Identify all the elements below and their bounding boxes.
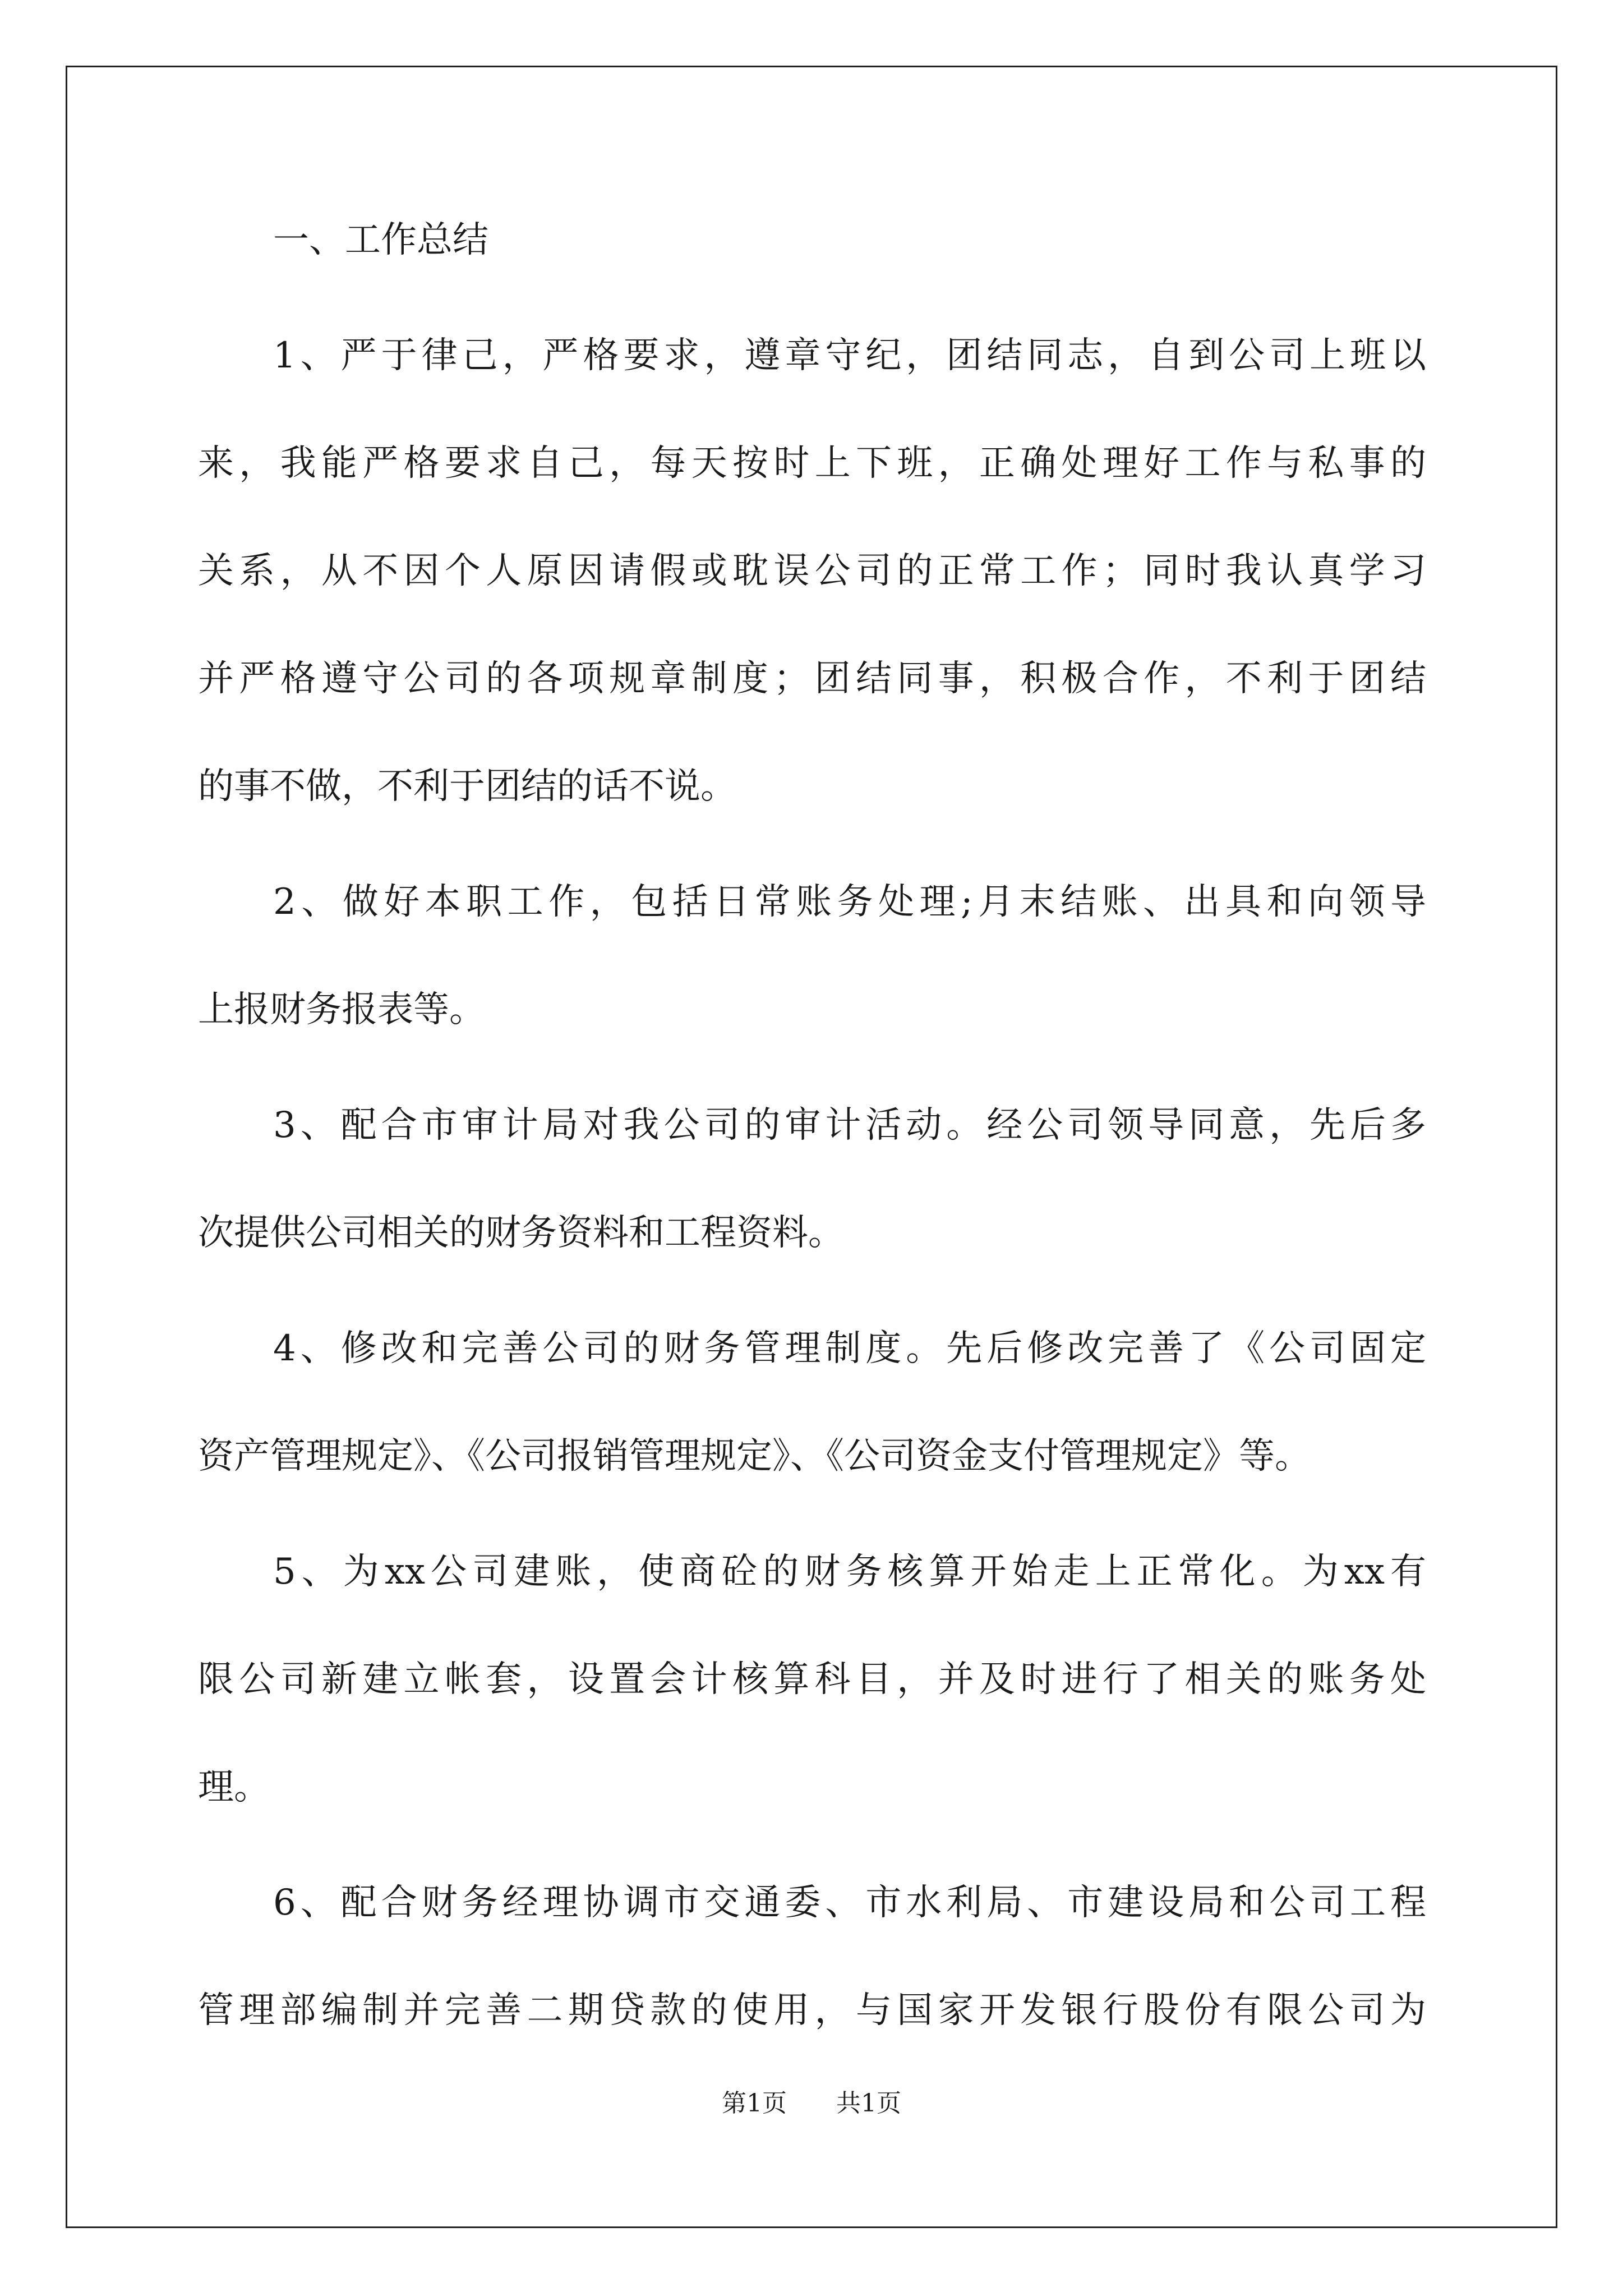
document-body — [198, 213, 1426, 2037]
paragraph-line: 上报财务报表等。 — [198, 989, 485, 1030]
paragraph-line: 3、配合市审计局对我公司的审计活动。经公司领导同意，先后多 — [273, 1105, 1426, 1146]
page-footer — [0, 2087, 1623, 2120]
paragraph-6 — [198, 1876, 1426, 2037]
page-number-current: 第1页 — [722, 2089, 787, 2118]
section-heading: 一、工作总结 — [273, 219, 488, 261]
paragraph-line: 次提供公司相关的财务资料和工程资料。 — [198, 1212, 844, 1254]
paragraph-4 — [198, 1322, 1426, 1483]
paragraph-line: 关系，从不因个人原因请假或耽误公司的正常工作；同时我认真学习 — [198, 550, 1426, 592]
paragraph-line: 2、做好本职工作，包括日常账务处理;月末结账、出具和向领导 — [273, 881, 1426, 923]
paragraph-line: 管理部编制并完善二期贷款的使用，与国家开发银行股份有限公司为 — [198, 1990, 1426, 2031]
paragraph-3 — [198, 1098, 1426, 1260]
paragraph-line: 6、配合财务经理协调市交通委、市水利局、市建设局和公司工程 — [273, 1882, 1426, 1924]
paragraph-1 — [198, 329, 1426, 813]
paragraph-5 — [198, 1545, 1426, 1814]
paragraph-line: 5、为xx公司建账，使商砼的财务核算开始走上正常化。为xx有 — [273, 1551, 1426, 1593]
paragraph-line: 限公司新建立帐套，设置会计核算科目，并及时进行了相关的账务处 — [198, 1659, 1426, 1700]
page-number-total: 共1页 — [836, 2089, 901, 2118]
paragraph-line: 理。 — [198, 1766, 270, 1808]
paragraph-line: 4、修改和完善公司的财务管理制度。先后修改完善了《公司固定 — [273, 1328, 1426, 1369]
paragraph-line: 资产管理规定》、《公司报销管理规定》、《公司资金支付管理规定》等。 — [198, 1435, 1311, 1477]
paragraph-line: 并严格遵守公司的各项规章制度；团结同事，积极合作，不利于团结 — [198, 658, 1426, 700]
paragraph-line: 的事不做，不利于团结的话不说。 — [198, 766, 736, 807]
paragraph-2 — [198, 875, 1426, 1037]
paragraph-line: 1、严于律己，严格要求，遵章守纪，团结同志，自到公司上班以 — [273, 335, 1426, 376]
paragraph-line: 来，我能严格要求自己，每天按时上下班，正确处理好工作与私事的 — [198, 443, 1426, 484]
